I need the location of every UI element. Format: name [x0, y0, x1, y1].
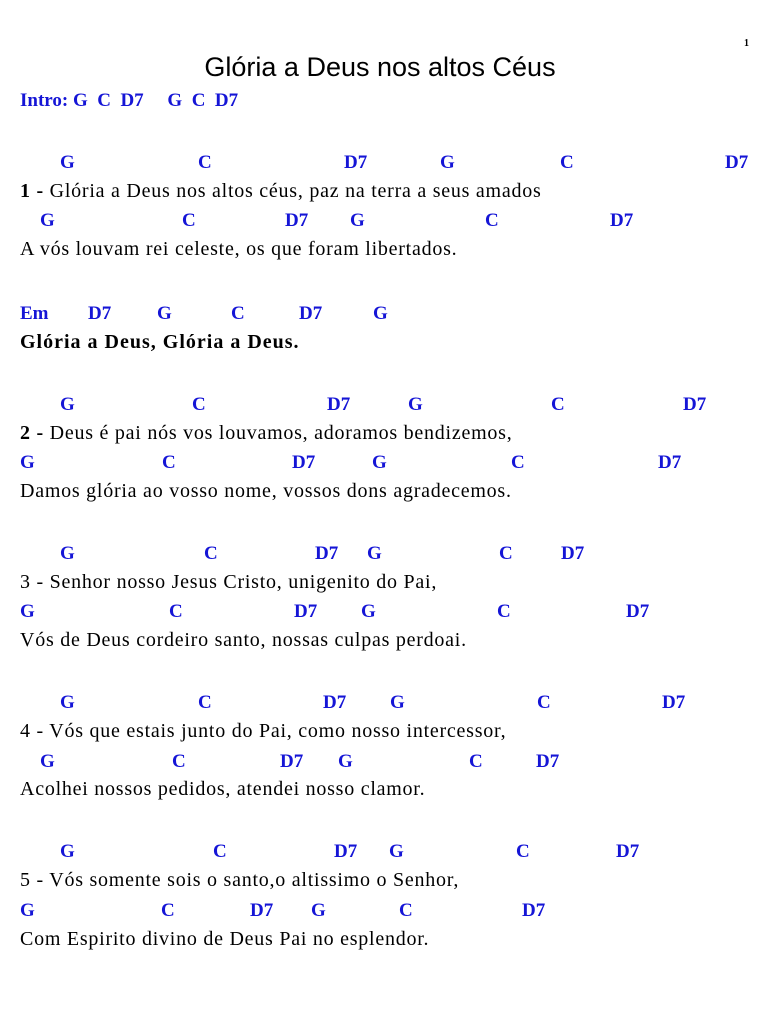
verse4-lyric-line2: Acolhei nossos pedidos, atendei nosso clamor.	[20, 778, 426, 800]
chord: G	[20, 452, 35, 473]
chord: D7	[344, 152, 368, 173]
chord: G	[338, 751, 353, 772]
chord: C	[204, 543, 218, 564]
verse4-chords-line1	[0, 692, 768, 718]
chord: D7	[561, 543, 585, 564]
verse5-chords-line1	[0, 841, 768, 867]
chorus-chords	[0, 303, 768, 329]
chord: G	[60, 543, 75, 564]
verse1-chords-line2	[0, 210, 768, 236]
chord: D7	[522, 900, 546, 921]
chord: C	[231, 303, 245, 324]
lyric-text: Deus é pai nós vos louvamos, adoramos bendizemos,	[43, 422, 513, 444]
chord: D7	[327, 394, 351, 415]
song-title: Glória a Deus nos altos Céus	[204, 52, 556, 82]
chord: G	[60, 394, 75, 415]
intro-chords: Intro: G C D7 G C D7	[20, 90, 239, 111]
chord: C	[192, 394, 206, 415]
chord: D7	[292, 452, 316, 473]
chord: G	[40, 210, 55, 231]
verse-number: 1 -	[20, 180, 44, 202]
chord: D7	[280, 751, 304, 772]
chord: D7	[662, 692, 686, 713]
chord: G	[157, 303, 172, 324]
verse1-lyric-line2: A vós louvam rei celeste, os que foram libertados.	[20, 238, 458, 260]
verse5-lyric-line2: Com Espirito divino de Deus Pai no esplendor.	[20, 928, 430, 950]
chord: D7	[725, 152, 749, 173]
chord: D7	[658, 452, 682, 473]
page-number: 1	[744, 38, 749, 49]
chord: G	[372, 452, 387, 473]
chord: G	[20, 601, 35, 622]
chord: D7	[616, 841, 640, 862]
chord: C	[485, 210, 499, 231]
verse2-chords-line1	[0, 394, 768, 420]
chord: C	[511, 452, 525, 473]
chord: D7	[334, 841, 358, 862]
chord: G	[389, 841, 404, 862]
verse5-chords-line2	[0, 900, 768, 926]
chorus-lyric: Glória a Deus, Glória a Deus.	[20, 331, 300, 353]
chord: C	[497, 601, 511, 622]
chord: C	[169, 601, 183, 622]
verse3-chords-line1	[0, 543, 768, 569]
chord: C	[469, 751, 483, 772]
chord: D7	[610, 210, 634, 231]
chord: C	[182, 210, 196, 231]
verse3-lyric-line1: 3 - Senhor nosso Jesus Cristo, unigenito do Pai,	[20, 571, 438, 593]
chord: D7	[683, 394, 707, 415]
chord: C	[162, 452, 176, 473]
verse1-lyric-line1	[20, 180, 542, 203]
lyric-text: Glória a Deus nos altos céus, paz na terra a seus amados	[43, 180, 542, 202]
chord: C	[198, 692, 212, 713]
chord: C	[551, 394, 565, 415]
verse-number: 2 -	[20, 422, 44, 444]
chord: G	[40, 751, 55, 772]
verse5-lyric-line1: 5 - Vós somente sois o santo,o altissimo o Senhor,	[20, 869, 460, 891]
chord: D7	[323, 692, 347, 713]
chord: C	[516, 841, 530, 862]
chord: D7	[250, 900, 274, 921]
chord: D7	[285, 210, 309, 231]
chord: C	[560, 152, 574, 173]
chord: D7	[536, 751, 560, 772]
chord: G	[408, 394, 423, 415]
verse3-chords-line2	[0, 601, 768, 627]
verse3-lyric-line2: Vós de Deus cordeiro santo, nossas culpas perdoai.	[20, 629, 467, 651]
chord: C	[537, 692, 551, 713]
verse2-chords-line2	[0, 452, 768, 478]
chord: D7	[315, 543, 339, 564]
chord: D7	[626, 601, 650, 622]
chord: Em	[20, 303, 49, 324]
chord: D7	[299, 303, 323, 324]
chord: G	[390, 692, 405, 713]
chord: G	[361, 601, 376, 622]
chord: G	[373, 303, 388, 324]
chord: C	[213, 841, 227, 862]
verse1-chords-line1	[0, 152, 768, 178]
verse2-lyric-line2: Damos glória ao vosso nome, vossos dons agradecemos.	[20, 480, 512, 502]
verse4-chords-line2	[0, 751, 768, 777]
chord: D7	[294, 601, 318, 622]
chord: C	[499, 543, 513, 564]
chord: G	[60, 152, 75, 173]
chord: G	[60, 692, 75, 713]
verse4-lyric-line1: 4 - Vós que estais junto do Pai, como nosso intercessor,	[20, 720, 507, 742]
chord: G	[350, 210, 365, 231]
verse2-lyric-line1	[20, 422, 512, 445]
chord: G	[311, 900, 326, 921]
chord: C	[198, 152, 212, 173]
chord: C	[399, 900, 413, 921]
chord: G	[20, 900, 35, 921]
chord: G	[60, 841, 75, 862]
chord: C	[172, 751, 186, 772]
chord: G	[367, 543, 382, 564]
chord: C	[161, 900, 175, 921]
chord: G	[440, 152, 455, 173]
chord: D7	[88, 303, 112, 324]
